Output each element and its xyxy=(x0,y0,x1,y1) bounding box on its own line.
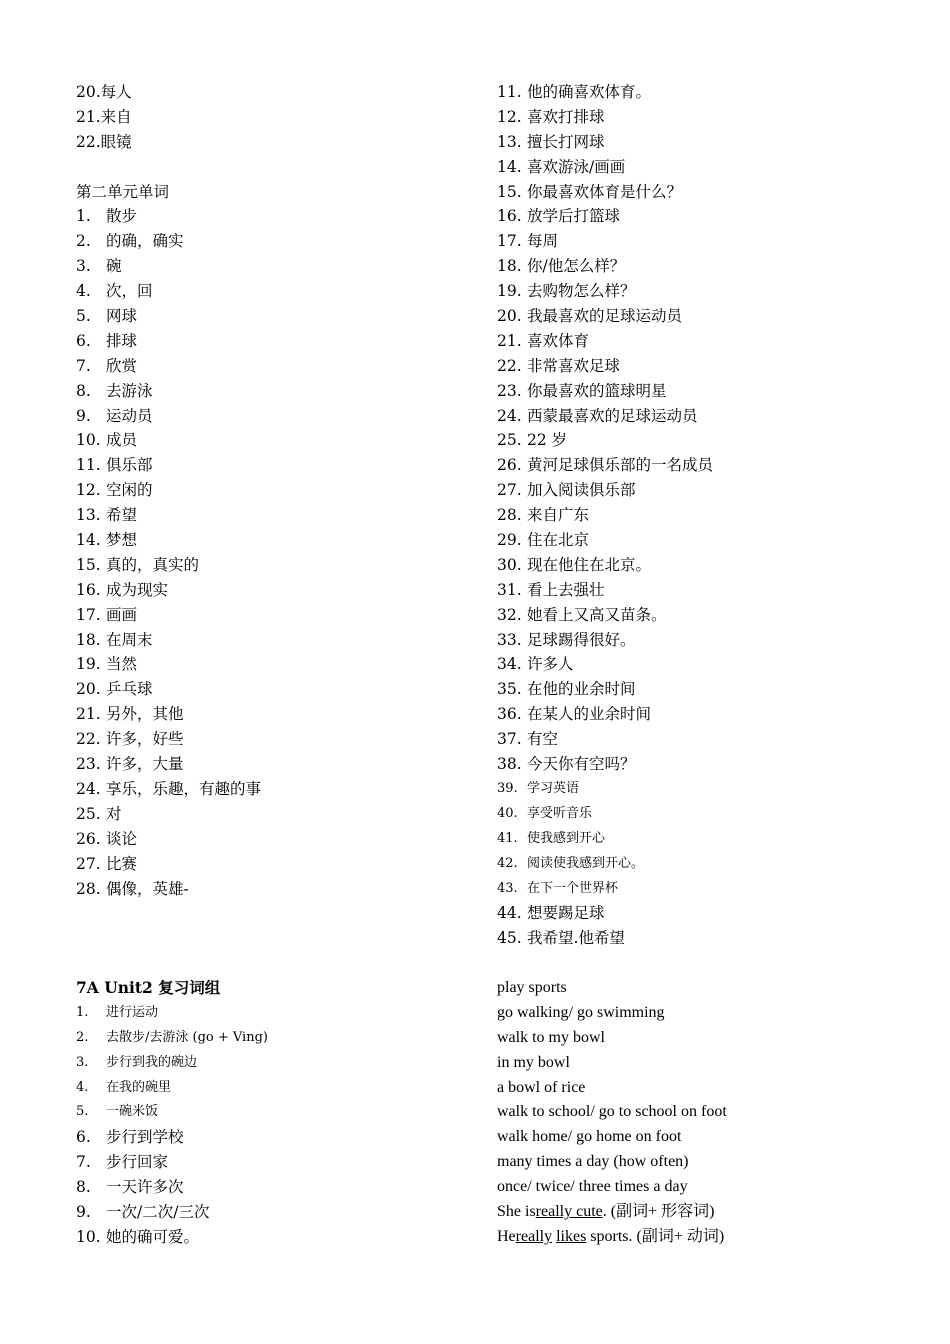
review-item xyxy=(76,1100,476,1125)
word-item xyxy=(76,553,476,578)
item-number: 6. xyxy=(76,331,91,350)
item-number: 24. xyxy=(497,406,522,425)
item-text: 非常喜欢足球 xyxy=(527,356,621,375)
item-text: 次，回 xyxy=(106,282,153,301)
item-text: 排球 xyxy=(106,331,138,350)
phrase-item xyxy=(497,229,917,254)
item-number: 41. xyxy=(497,830,518,846)
item-text: 她看上又高又苗条。 xyxy=(527,605,667,624)
item-number: 13. xyxy=(497,132,522,151)
item-text: 一天许多次 xyxy=(106,1178,184,1197)
phrase-item xyxy=(497,180,917,205)
phrase-item xyxy=(497,204,917,229)
word-item xyxy=(76,752,476,777)
item-text: 欣赏 xyxy=(106,356,138,375)
item-text: 阅读使我感到开心。 xyxy=(527,855,645,871)
item-number: 5. xyxy=(76,307,91,326)
english-line: in my bowl xyxy=(497,1053,570,1071)
phrase-item xyxy=(497,827,917,852)
review-list xyxy=(76,1001,476,1250)
phrase-item xyxy=(497,329,917,354)
phrase-item xyxy=(497,478,917,503)
word-item xyxy=(76,603,476,628)
item-number: 2. xyxy=(76,232,91,251)
item-text: 黄河足球俱乐部的一名成员 xyxy=(527,456,714,475)
item-text: 在他的业余时间 xyxy=(527,680,636,699)
english-line: walk to my bowl xyxy=(497,1028,605,1046)
item-number: 26. xyxy=(497,456,522,475)
item-number: 42. xyxy=(497,855,518,871)
item-number: 37. xyxy=(497,730,522,749)
word-item xyxy=(76,578,476,603)
phrase-item xyxy=(497,304,917,329)
spacer xyxy=(76,155,476,180)
item-text: 许多人 xyxy=(527,655,574,674)
word-item xyxy=(76,279,476,304)
phrase-item xyxy=(497,677,917,702)
english-line: He really likes sports. (副词+ 动词) xyxy=(497,1225,917,1250)
phrase-item xyxy=(497,404,917,429)
underlined-word: really xyxy=(515,1227,553,1245)
item-number: 9. xyxy=(76,406,91,425)
item-text: 去购物怎么样？ xyxy=(527,282,636,301)
item-text: 住在北京 xyxy=(527,531,590,550)
item-text: 享乐，乐趣，有趣的事 xyxy=(106,779,262,798)
item-number: 28. xyxy=(76,879,101,898)
list-item: 20.每人 xyxy=(76,83,132,101)
item-text: 想要踢足球 xyxy=(527,904,605,923)
phrase-item xyxy=(497,926,917,951)
item-number: 39. xyxy=(497,780,518,796)
review-item xyxy=(76,1051,476,1076)
word-item xyxy=(76,453,476,478)
word-item xyxy=(76,628,476,653)
item-number: 10. xyxy=(76,431,101,450)
item-number: 10. xyxy=(76,1227,101,1246)
item-number: 3. xyxy=(76,257,91,276)
phrase-item xyxy=(497,702,917,727)
phrase-item xyxy=(497,155,917,180)
phrase-item xyxy=(497,279,917,304)
item-number: 34. xyxy=(497,655,522,674)
item-text: 放学后打篮球 xyxy=(527,207,621,226)
phrase-item xyxy=(497,503,917,528)
phrase-item xyxy=(497,130,917,155)
english-line: a bowl of rice xyxy=(497,1078,586,1096)
item-text: 比赛 xyxy=(106,854,138,873)
phrase-item xyxy=(497,578,917,603)
item-number: 28. xyxy=(497,506,522,525)
item-text: 一碗米饭 xyxy=(106,1104,159,1120)
phrase-item xyxy=(497,777,917,802)
review-item xyxy=(76,1076,476,1101)
word-item xyxy=(76,528,476,553)
item-number: 8. xyxy=(76,1178,91,1197)
phrase-item xyxy=(497,453,917,478)
item-number: 18. xyxy=(76,630,101,649)
word-item xyxy=(76,478,476,503)
item-number: 16. xyxy=(497,207,522,226)
item-text: 希望 xyxy=(106,506,138,525)
item-number: 26. xyxy=(76,829,101,848)
english-line: She is really cute . (副词+ 形容词) xyxy=(497,1200,917,1225)
item-number: 12. xyxy=(497,107,522,126)
item-text: 去游泳 xyxy=(106,381,153,400)
item-number: 32. xyxy=(497,605,522,624)
item-text: 乒乓球 xyxy=(106,680,153,699)
item-text: 进行运动 xyxy=(106,1004,159,1020)
item-number: 5. xyxy=(76,1104,89,1120)
item-text: 22 岁 xyxy=(527,431,568,450)
section-title: 第二单元单词 xyxy=(76,182,170,201)
review-item xyxy=(76,1200,476,1225)
word-item xyxy=(76,229,476,254)
item-text: 在周末 xyxy=(106,630,153,649)
english-line: many times a day (how often) xyxy=(497,1153,689,1171)
left-bottom-column xyxy=(76,976,476,1250)
item-number: 22. xyxy=(497,356,522,375)
item-number: 1. xyxy=(76,207,91,226)
item-number: 11. xyxy=(76,456,101,475)
english-line: once/ twice/ three times a day xyxy=(497,1178,688,1196)
item-text: 喜欢打排球 xyxy=(527,107,605,126)
english-line: walk home/ go home on foot xyxy=(497,1128,682,1146)
item-number: 4. xyxy=(76,1079,89,1095)
phrase-item xyxy=(497,254,917,279)
item-number: 23. xyxy=(497,381,522,400)
item-text: 有空 xyxy=(527,730,559,749)
item-text: 喜欢游泳/画画 xyxy=(527,157,626,176)
item-number: 40. xyxy=(497,805,518,821)
phrase-item xyxy=(497,105,917,130)
english-line: go walking/ go swimming xyxy=(497,1003,665,1021)
phrase-item xyxy=(497,852,917,877)
phrase-item xyxy=(497,802,917,827)
item-number: 12. xyxy=(76,481,101,500)
list-item: 21.来自 xyxy=(76,107,132,126)
item-text: 今天你有空吗？ xyxy=(527,755,636,774)
phrase-list xyxy=(497,80,917,951)
item-text: 每周 xyxy=(527,232,559,251)
item-text: 你最喜欢体育是什么？ xyxy=(527,182,683,201)
item-text: 擅长打网球 xyxy=(527,132,605,151)
item-text: 散步 xyxy=(106,207,138,226)
item-text: 俱乐部 xyxy=(106,456,153,475)
review-item xyxy=(76,1001,476,1026)
item-number: 44. xyxy=(497,904,522,923)
item-number: 18. xyxy=(497,257,522,276)
item-text: 许多，大量 xyxy=(106,755,184,774)
left-top-column xyxy=(76,80,476,901)
phrase-item xyxy=(497,727,917,752)
item-number: 15. xyxy=(76,555,101,574)
item-number: 19. xyxy=(76,655,101,674)
item-number: 27. xyxy=(76,854,101,873)
phrase-item xyxy=(497,752,917,777)
item-text: 对 xyxy=(106,804,122,823)
item-text: 真的，真实的 xyxy=(106,555,200,574)
word-item xyxy=(76,404,476,429)
right-top-column xyxy=(497,80,917,951)
item-number: 25. xyxy=(76,804,101,823)
item-text: 的确，确实 xyxy=(106,232,184,251)
item-number: 6. xyxy=(76,1128,91,1147)
word-item xyxy=(76,777,476,802)
item-text: 她的确可爱。 xyxy=(106,1227,200,1246)
item-number: 16. xyxy=(76,580,101,599)
item-number: 13. xyxy=(76,506,101,525)
phrase-item xyxy=(497,877,917,902)
item-number: 20. xyxy=(76,680,101,699)
item-number: 24. xyxy=(76,779,101,798)
item-number: 21. xyxy=(76,705,101,724)
item-text: 我最喜欢的足球运动员 xyxy=(527,307,683,326)
item-text: 看上去强壮 xyxy=(527,580,605,599)
word-item xyxy=(76,304,476,329)
word-item xyxy=(76,702,476,727)
item-number: 29. xyxy=(497,531,522,550)
item-text: 画画 xyxy=(106,605,138,624)
item-text: 我希望.他希望 xyxy=(527,929,625,948)
item-number: 1. xyxy=(76,1004,89,1020)
item-text: 去散步/去游泳 (go + Ving) xyxy=(106,1029,268,1045)
item-number: 31. xyxy=(497,580,522,599)
review-item xyxy=(76,1125,476,1150)
list-item: 22.眼镜 xyxy=(76,132,132,151)
item-text: 你最喜欢的篮球明星 xyxy=(527,381,667,400)
underlined-phrase: really cute xyxy=(535,1203,603,1221)
review-item xyxy=(76,1225,476,1250)
item-number: 4. xyxy=(76,282,91,301)
item-number: 27. xyxy=(497,481,522,500)
item-text: 谈论 xyxy=(106,829,138,848)
item-number: 14. xyxy=(76,531,101,550)
item-number: 17. xyxy=(76,605,101,624)
item-number: 33. xyxy=(497,630,522,649)
item-text: 许多，好些 xyxy=(106,730,184,749)
item-text: 网球 xyxy=(106,307,138,326)
phrase-item xyxy=(497,528,917,553)
item-text: 当然 xyxy=(106,655,138,674)
item-number: 17. xyxy=(497,232,522,251)
word-list xyxy=(76,204,476,901)
item-text: 在某人的业余时间 xyxy=(527,705,652,724)
item-text: 学习英语 xyxy=(527,780,580,796)
item-text: 在我的碗里 xyxy=(106,1079,172,1095)
item-number: 15. xyxy=(497,182,522,201)
phrase-item xyxy=(497,428,917,453)
word-item xyxy=(76,677,476,702)
item-number: 11. xyxy=(497,83,522,101)
review-item xyxy=(76,1175,476,1200)
phrase-item xyxy=(497,628,917,653)
phrase-item xyxy=(497,553,917,578)
item-number: 30. xyxy=(497,555,522,574)
item-text: 加入阅读俱乐部 xyxy=(527,481,636,500)
item-number: 45. xyxy=(497,929,522,948)
item-text: 偶像，英雄- xyxy=(106,879,189,898)
item-text: 来自广东 xyxy=(527,506,590,525)
item-number: 20. xyxy=(497,307,522,326)
item-number: 8. xyxy=(76,381,91,400)
item-text: 喜欢体育 xyxy=(527,331,590,350)
item-number: 36. xyxy=(497,705,522,724)
item-text: 一次/二次/三次 xyxy=(106,1203,210,1222)
item-text: 享受听音乐 xyxy=(527,805,593,821)
item-text: 步行回家 xyxy=(106,1153,169,1172)
phrase-item xyxy=(497,80,917,105)
item-number: 25. xyxy=(497,431,522,450)
phrase-item xyxy=(497,379,917,404)
word-item xyxy=(76,827,476,852)
phrase-item xyxy=(497,901,917,926)
item-text: 另外，其他 xyxy=(106,705,184,724)
item-text: 现在他住在北京。 xyxy=(527,555,652,574)
item-number: 38. xyxy=(497,755,522,774)
english-line: walk to school/ go to school on foot xyxy=(497,1103,727,1121)
item-text: 你/他怎么样？ xyxy=(527,257,626,276)
item-text: 空闲的 xyxy=(106,481,153,500)
word-item xyxy=(76,379,476,404)
phrase-item xyxy=(497,652,917,677)
word-item xyxy=(76,877,476,902)
review-item xyxy=(76,1026,476,1051)
word-item xyxy=(76,254,476,279)
word-item xyxy=(76,503,476,528)
word-item xyxy=(76,204,476,229)
item-text: 梦想 xyxy=(106,531,138,550)
item-number: 7. xyxy=(76,356,91,375)
item-text: 西蒙最喜欢的足球运动员 xyxy=(527,406,698,425)
item-number: 7. xyxy=(76,1153,91,1172)
item-number: 35. xyxy=(497,680,522,699)
item-number: 9. xyxy=(76,1203,91,1222)
item-number: 23. xyxy=(76,755,101,774)
item-text: 步行到我的碗边 xyxy=(106,1054,198,1070)
item-text: 足球踢得很好。 xyxy=(527,630,636,649)
word-item xyxy=(76,329,476,354)
item-number: 19. xyxy=(497,282,522,301)
word-item xyxy=(76,727,476,752)
item-text: 成员 xyxy=(106,431,138,450)
item-text: 步行到学校 xyxy=(106,1128,184,1147)
item-number: 2. xyxy=(76,1029,89,1045)
item-number: 3. xyxy=(76,1054,89,1070)
phrase-item xyxy=(497,354,917,379)
item-text: 他的确喜欢体育。 xyxy=(527,83,652,101)
item-text: 成为现实 xyxy=(106,580,169,599)
item-number: 43. xyxy=(497,880,518,896)
review-title: 7A Unit2 复习词组 xyxy=(76,978,221,997)
item-number: 14. xyxy=(497,157,522,176)
review-item xyxy=(76,1150,476,1175)
word-item xyxy=(76,428,476,453)
word-item xyxy=(76,652,476,677)
english-line: play sports xyxy=(497,979,567,996)
item-text: 在下一个世界杯 xyxy=(527,880,619,896)
phrase-item xyxy=(497,603,917,628)
item-number: 22. xyxy=(76,730,101,749)
item-text: 运动员 xyxy=(106,406,153,425)
underlined-word: likes xyxy=(556,1227,587,1245)
right-bottom-column xyxy=(497,976,917,1250)
word-item xyxy=(76,354,476,379)
item-text: 碗 xyxy=(106,257,122,276)
word-item xyxy=(76,852,476,877)
english-list xyxy=(497,976,917,1200)
word-item xyxy=(76,802,476,827)
item-number: 21. xyxy=(497,331,522,350)
item-text: 使我感到开心 xyxy=(527,830,606,846)
